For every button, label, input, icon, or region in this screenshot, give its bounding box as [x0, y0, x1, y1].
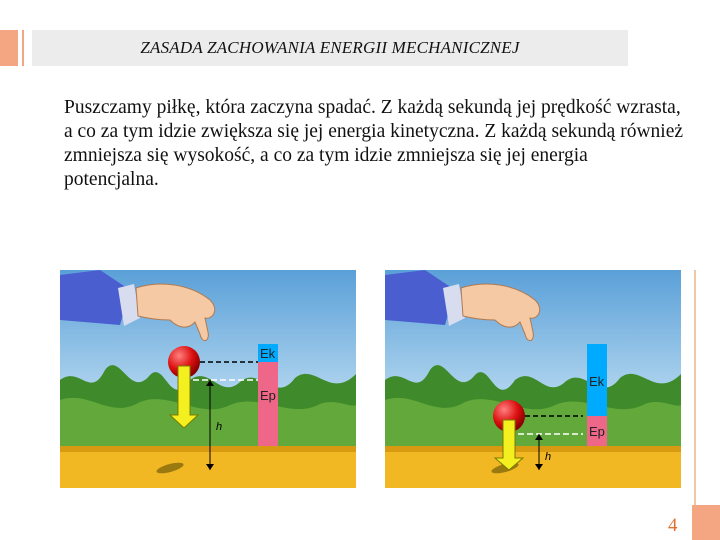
ek-label: Ek: [589, 374, 605, 389]
ep-bar: [258, 362, 278, 446]
ground: [60, 450, 356, 488]
body-paragraph: Puszczamy piłkę, która zaczyna spadać. Z każdą sekundą jej prędkość wzrasta, a co za tym idzie zwiększa się jej energia kinetyczna. Z każdą sekundą również zmniejsza się wysokość, a co za tym idzie zmniejsza się jej energia potencjalna.: [64, 97, 684, 190]
ep-label: Ep: [260, 388, 276, 403]
height-label: h: [545, 451, 552, 463]
page-number: 4: [668, 515, 678, 536]
title-bar: [32, 30, 628, 66]
ep-label: Ep: [589, 424, 605, 439]
height-label: h: [216, 421, 223, 433]
bottom-right-accent-block: [692, 505, 720, 540]
right-accent-line: [694, 270, 696, 540]
illustration-ball-low: [385, 270, 681, 488]
ek-label: Ek: [260, 346, 276, 361]
illustration-ball-high: [60, 270, 356, 488]
ground: [385, 450, 681, 488]
left-accent-block: [0, 30, 18, 66]
slide-title: ZASADA ZACHOWANIA ENERGII MECHANICZNEJ: [140, 38, 520, 57]
left-accent-line: [22, 30, 24, 66]
